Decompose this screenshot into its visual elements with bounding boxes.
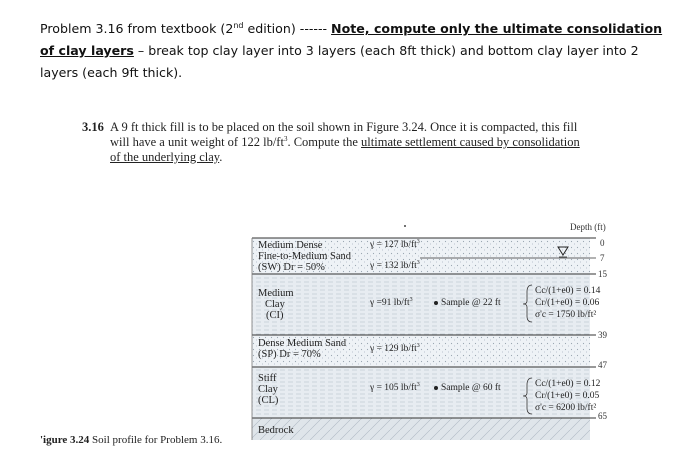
depth-15: 15: [598, 269, 607, 279]
layer-label-ci: Medium Clay (CI): [258, 288, 294, 321]
depth-47: 47: [598, 360, 607, 370]
sample-dot-icon: [434, 301, 438, 305]
sample-upper: Sample @ 22 ft: [434, 298, 501, 308]
note-emphasis: Note, compute only the ultimate consolidation of clay layers: [40, 21, 663, 58]
gamma-4: γ = 129 $lb/ft^3$: [370, 342, 420, 354]
gamma-5: γ = 105 $lb/ft^3$: [370, 381, 420, 393]
intro-text: Problem 3.16 from textbook (2nd edition) ------ Note, compute only the ultimate consolidation of clay layers – break top clay layer into 3 layers (each 8ft thick) and bottom clay layer into 2 layers (each 9ft thick).: [40, 20, 663, 80]
params-upper: Cc/(1+e0) = 0.14 Cr/(1+e0) = 0.06 σ'c = 1750 lb/ft²: [535, 286, 601, 320]
figure-caption: 'igure 3.24 Soil profile for Problem 3.16.: [40, 434, 223, 446]
params-lower: Cc/(1+e0) = 0.12 Cr/(1+e0) = 0.05 σ'c = 6200 lb/ft²: [535, 379, 601, 413]
depth-65: 65: [598, 411, 607, 421]
sample-lower: Sample @ 60 ft: [434, 383, 501, 393]
depth-39: 39: [598, 330, 607, 340]
gamma-2: γ = 132 $lb/ft^3$: [370, 259, 420, 271]
sample-dot-icon: [434, 386, 438, 390]
problem-number: 3.16: [82, 120, 104, 134]
layer-label-sp: Dense Medium Sand (SP) Dr = 70%: [258, 338, 347, 360]
layer-label-cl: Stiff Clay (CL): [258, 373, 279, 406]
layer-label-sw: Medium Dense Fine-to-Medium Sand (SW) Dr = 50%: [258, 240, 352, 273]
layer-bedrock: [252, 418, 590, 440]
layer-label-bedrock: Bedrock: [258, 425, 294, 436]
depth-title: Depth (ft): [570, 222, 606, 232]
depth-0: 0: [600, 238, 605, 248]
gamma-3: γ =91 $lb/ft^3$: [370, 296, 413, 308]
problem-statement: 3.16 A 9 ft thick fill is to be placed on the soil shown in Figure 3.24. Once it is compacted, this fill will have a unit weight of 122 $lb/ft^3$. Compute the ultimate settlement caused by consolidation of the underlying clay.: [82, 120, 580, 164]
depth-7: 7: [600, 253, 605, 263]
gamma-1: γ = 127 $lb/ft^3$: [370, 238, 420, 250]
